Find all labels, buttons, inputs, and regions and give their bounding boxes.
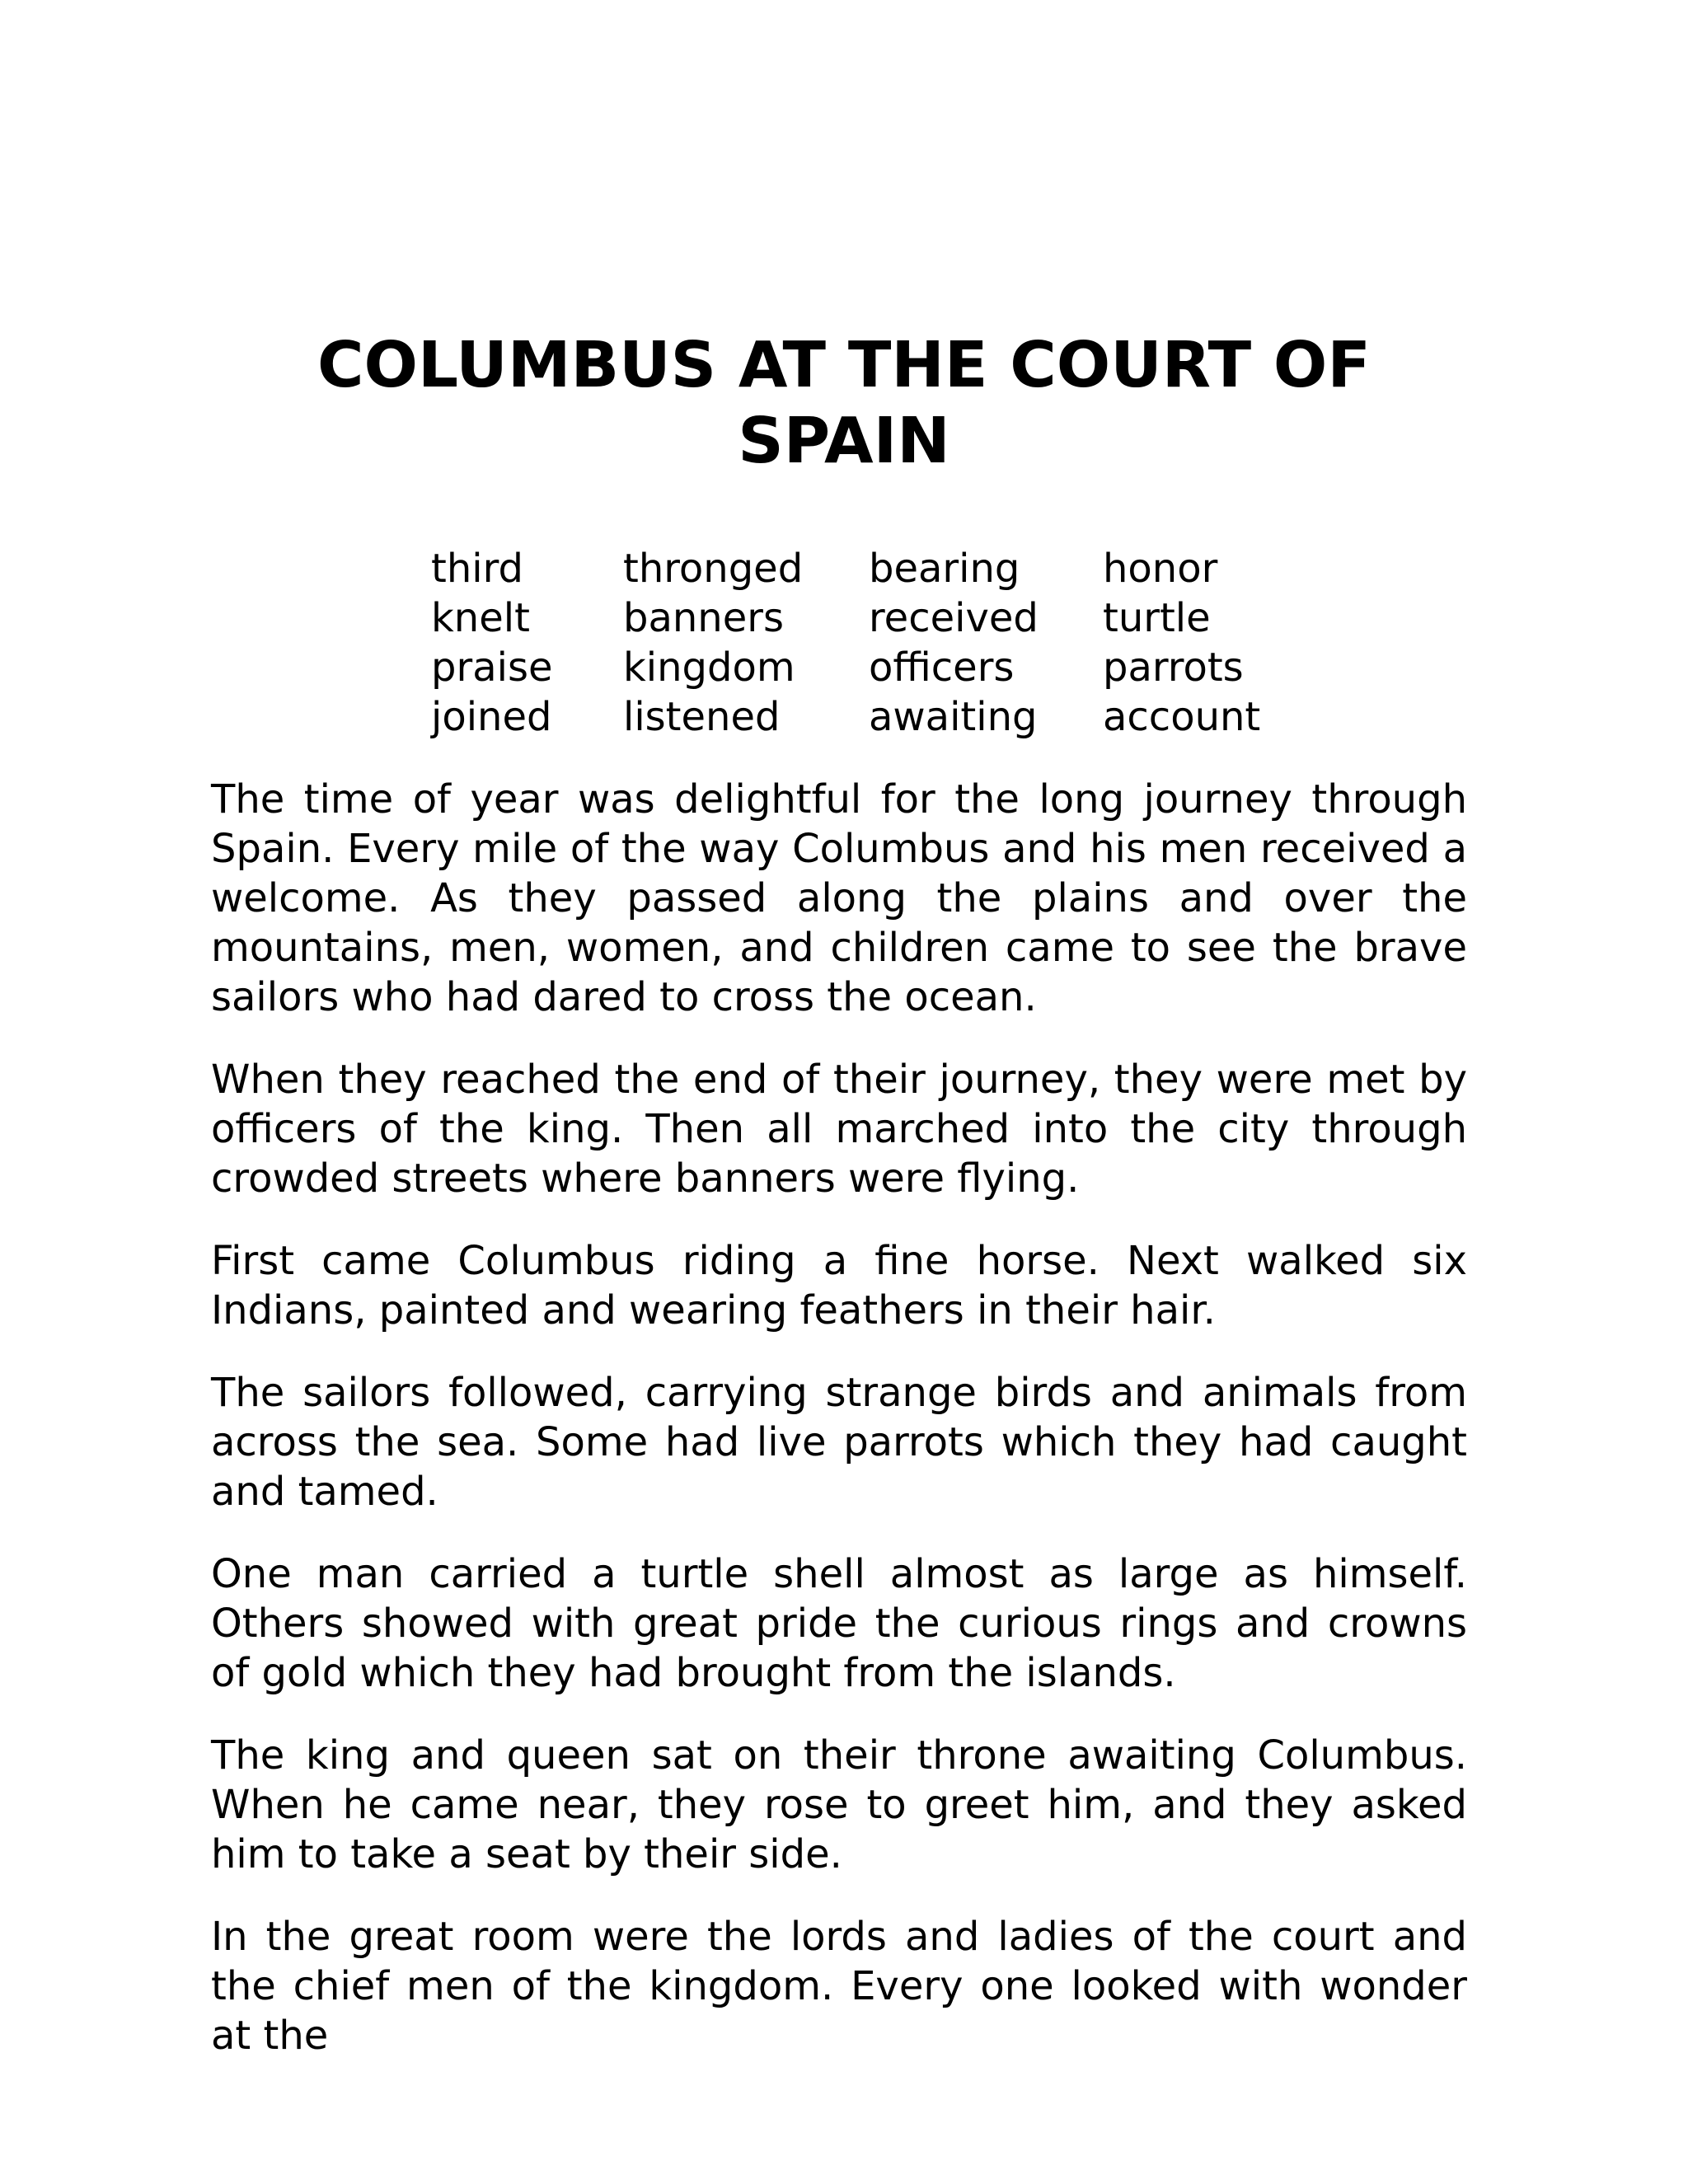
vocabulary-word: listened [623, 694, 781, 740]
vocabulary-word: kingdom [623, 644, 795, 691]
vocabulary-word: knelt [431, 595, 530, 641]
paragraph: One man carried a turtle shell almost as large as himself. Others showed with great pride the curious rings and crowns of gold which they had brought from the islands. [211, 1551, 1467, 1696]
vocabulary-word: banners [623, 595, 784, 641]
vocabulary-word: joined [431, 694, 552, 740]
vocabulary-row [431, 692, 1284, 742]
paragraph: First came Columbus riding a fine horse. Next walked six Indians, painted and wearing feathers in their hair. [211, 1238, 1467, 1333]
vocabulary-word: turtle [1103, 595, 1211, 641]
vocabulary-word: bearing [869, 546, 1020, 592]
vocabulary-row [431, 593, 1284, 643]
vocabulary-word: third [431, 546, 523, 592]
vocabulary-row [431, 643, 1284, 692]
paragraph: When they reached the end of their journey, they were met by officers of the king. Then all marched into the city through crowded streets where banners were flying. [211, 1057, 1467, 1202]
title-line-2: SPAIN [738, 405, 950, 478]
paragraph: In the great room were the lords and ladies of the court and the chief men of the kingdom. Every one looked with wonder at the [211, 1914, 1467, 2059]
story-body [211, 775, 1467, 2093]
vocabulary-word: account [1103, 694, 1261, 740]
vocabulary-table [431, 544, 1284, 742]
title-line-1: COLUMBUS AT THE COURT OF [317, 329, 1371, 402]
paragraph: The king and queen sat on their throne awaiting Columbus. When he came near, they rose to greet him, and they asked him to take a seat by their side. [211, 1732, 1467, 1877]
paragraph: The time of year was delightful for the long journey through Spain. Every mile of the way Columbus and his men received a welcome. As they passed along the plains and over the mountains, men, women, and children came to see the brave sailors who had dared to cross the ocean. [211, 776, 1467, 1020]
vocabulary-word: officers [869, 644, 1015, 691]
vocabulary-word: honor [1103, 546, 1218, 592]
vocabulary-word: thronged [623, 546, 804, 592]
vocabulary-word: praise [431, 644, 553, 691]
vocabulary-word: received [869, 595, 1039, 641]
vocabulary-row [431, 544, 1284, 593]
page-title [0, 328, 1688, 480]
paragraph: The sailors followed, carrying strange birds and animals from across the sea. Some had live parrots which they had caught and tamed. [211, 1370, 1467, 1515]
vocabulary-word: awaiting [869, 694, 1038, 740]
vocabulary-word: parrots [1103, 644, 1244, 691]
